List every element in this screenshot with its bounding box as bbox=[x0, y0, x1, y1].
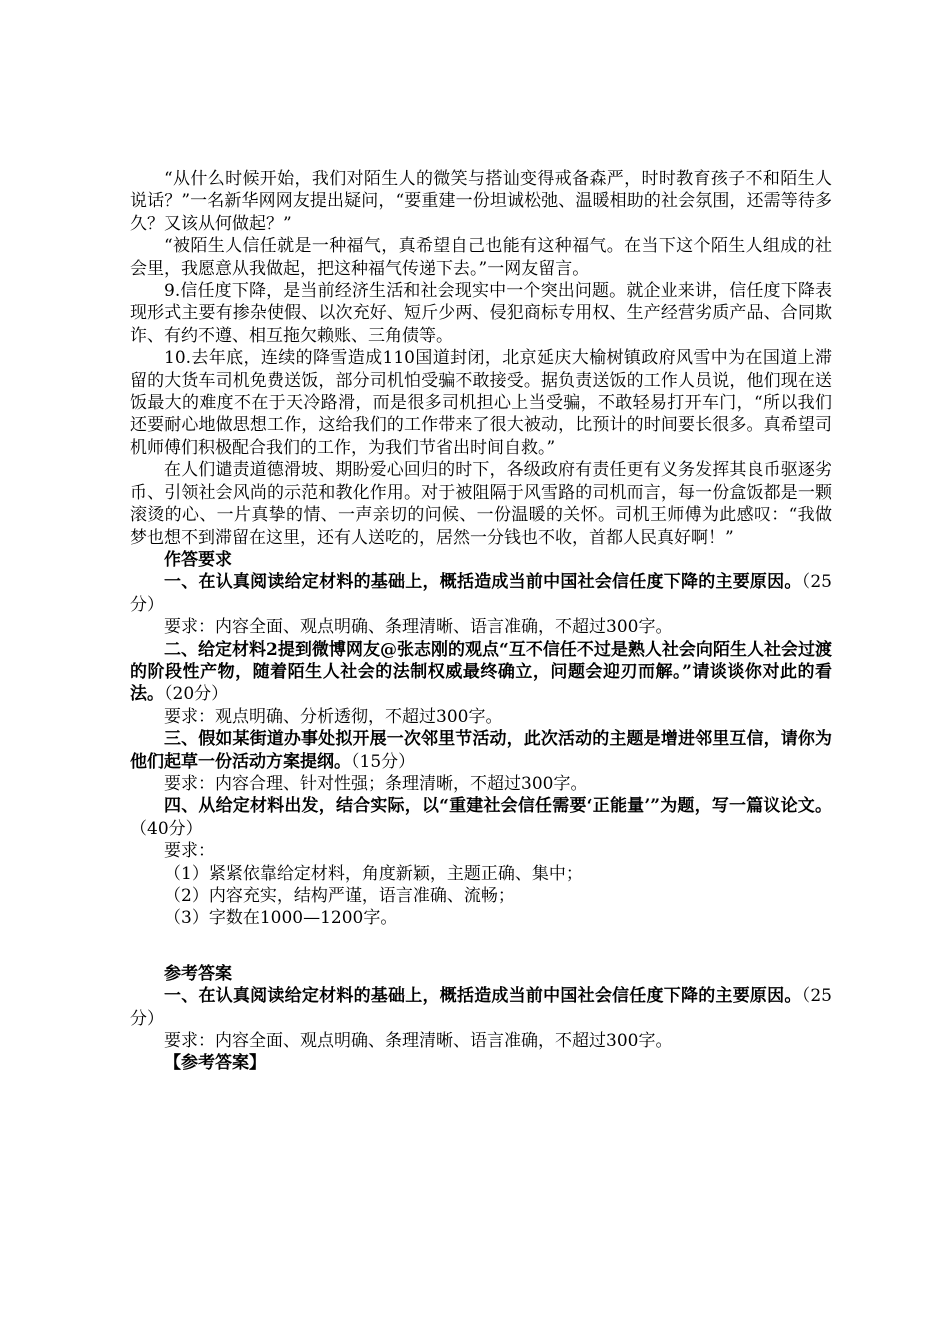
question-2-text: 二、给定材料2提到微博网友@张志刚的观点“互不信任不过是熟人社会向陌生人社会过渡的阶段性产物，随着陌生人社会的法制权威最终确立，问题会迎刃而解。”请谈谈你对此的看法。 bbox=[130, 639, 832, 705]
question-4-requirement-1: （1）紧紧依靠给定材料，角度新颖，主题正确、集中； bbox=[164, 863, 583, 884]
material-item-9: 9.信任度下降，是当前经济生活和社会现实中一个突出问题。就企业来讲，信任度下降表现形式主要有掺杂使假、以次充好、短斤少两、侵犯商标专用权、生产经营劣质产品、合同欺诈、有约不遵、相互拖欠赖账、三角债等。 bbox=[130, 281, 832, 346]
question-1-text: 一、在认真阅读给定材料的基础上，概括造成当前中国社会信任度下降的主要原因。 bbox=[164, 572, 802, 593]
question-3 bbox=[130, 728, 832, 773]
answer-question-1-requirement: 要求：内容全面、观点明确、条理清晰、语言准确，不超过300字。 bbox=[164, 1031, 673, 1052]
requirements-heading: 作答要求 bbox=[164, 549, 232, 570]
question-3-score: （15分） bbox=[351, 751, 416, 772]
question-2-requirement: 要求：观点明确、分析透彻，不超过300字。 bbox=[164, 706, 503, 727]
question-4-requirement-3: （3）字数在1000—1200字。 bbox=[164, 908, 398, 929]
document-page bbox=[130, 168, 832, 1075]
question-4-requirement-2: （2）内容充实，结构严谨，语言准确、流畅； bbox=[164, 886, 515, 906]
answer-question-1-score: （25分） bbox=[130, 986, 832, 1029]
question-1-score: （25分） bbox=[130, 572, 832, 615]
reference-answer-label: 【参考答案】 bbox=[164, 1053, 266, 1074]
question-2-score: （20分） bbox=[164, 684, 229, 705]
answer-heading: 参考答案 bbox=[164, 963, 232, 984]
section-spacer bbox=[130, 930, 832, 963]
question-4-score: （40分） bbox=[130, 818, 203, 839]
question-4-requirement-label: 要求： bbox=[164, 841, 215, 862]
material-paragraph: “被陌生人信任就是一种福气，真希望自己也能有这种福气。在当下这个陌生人组成的社会里，我愿意从我做起，把这种福气传递下去。”一网友留言。 bbox=[130, 236, 832, 279]
question-1-requirement: 要求：内容全面、观点明确、条理清晰、语言准确，不超过300字。 bbox=[164, 617, 673, 638]
question-4-text: 四、从给定材料出发，结合实际，以“重建社会信任需要‘正能量’”为题，写一篇议论文。 bbox=[164, 796, 832, 817]
material-paragraph: 在人们谴责道德滑坡、期盼爱心回归的时下，各级政府有责任更有义务发挥其良币驱逐劣币、引领社会风尚的示范和教化作用。对于被阻隔于风雪路的司机而言，每一份盒饭都是一颗滚烫的心、一片真挚的情、一声亲切的问候、一份温暖的关怀。司机王师傅为此感叹：“我做梦也想不到滞留在这里，还有人送吃的，居然一分钱也不收，首都人民真好啊！” bbox=[130, 460, 832, 548]
material-paragraph: “从什么时候开始，我们对陌生人的微笑与搭讪变得戒备森严，时时教育孩子不和陌生人说话？”一名新华网网友提出疑问，“要重建一份坦诚松弛、温暖相助的社会氛围，还需等待多久？又该从何做起？” bbox=[130, 169, 832, 234]
question-4 bbox=[130, 795, 832, 840]
question-2 bbox=[130, 639, 832, 706]
answer-question-1 bbox=[130, 985, 832, 1030]
material-item-10: 10.去年底，连续的降雪造成110国道封闭，北京延庆大榆树镇政府风雪中为在国道上滞留的大货车司机免费送饭，部分司机怕受骗不敢接受。据负责送饭的工作人员说，他们现在送饭最大的难度不在于天冷路滑，而是很多司机担心上当受骗，不敢轻易打开车门，“所以我们还要耐心地做思想工作，这给我们的工作带来了很大被动，比预计的时间要长很多。真希望司机师傅们积极配合我们的工作，为我们节省出时间自救。” bbox=[130, 348, 832, 458]
question-3-requirement: 要求：内容合理、针对性强；条理清晰，不超过300字。 bbox=[164, 773, 588, 794]
question-1 bbox=[130, 571, 832, 616]
question-3-text: 三、假如某街道办事处拟开展一次邻里节活动，此次活动的主题是增进邻里互信，请你为他们起草一份活动方案提纲。 bbox=[130, 729, 832, 772]
answer-question-1-text: 一、在认真阅读给定材料的基础上，概括造成当前中国社会信任度下降的主要原因。 bbox=[164, 986, 802, 1007]
